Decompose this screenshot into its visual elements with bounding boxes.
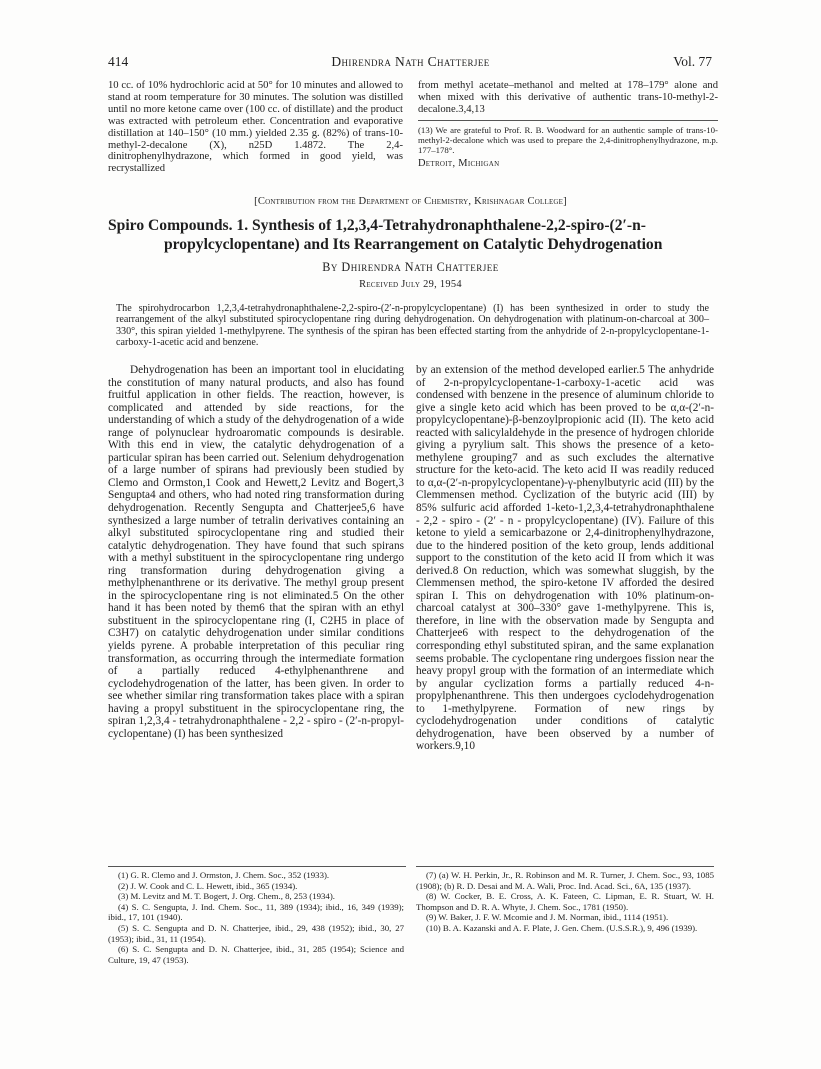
contribution-line: [Contribution from the Department of Chemistry, Krishnagar College]: [254, 196, 567, 207]
received-date: Received July 29, 1954: [359, 279, 462, 290]
abstract: The spirohydrocarbon 1,2,3,4-tetrahydronaphthalene-2,2-spiro-(2′-n-propylcyclopentane) (I) has been synthesized in order to study the rearrangement of the alkyl substituted spirocyclopentane ring during dehydrogenation. On dehydrogenation with platinum-on-charcoal at 300–330°, this spiran yielded 1-methylpyrene. The synthesis of the spiran has been effected starting from the anhydride of 2-n-propylcyclopentane-1-carboxy-1-acetic acid and benzene.: [116, 303, 709, 349]
article-title: [108, 217, 714, 254]
article-title-line-2: propylcyclopentane) and Its Rearrangement on Catalytic Dehydrogenation: [164, 235, 663, 253]
previous-article-right-column: [418, 80, 718, 170]
footnote: (5) S. C. Sengupta and D. N. Chatterjee, ibid., 29, 438 (1952); ibid., 30, 27 (1953); ibid., 31, 11 (1954).: [108, 922, 404, 944]
footnotes-right: [416, 866, 714, 934]
author-location: Detroit, Michigan: [418, 158, 500, 170]
body-column-right: [416, 364, 714, 753]
byline: By Dhirendra Nath Chatterjee: [322, 260, 499, 274]
footnote: (3) M. Levitz and M. T. Bogert, J. Org. Chem., 8, 253 (1934).: [118, 891, 335, 902]
body-column-left: [108, 364, 404, 740]
volume-label: Vol. 77: [673, 54, 712, 69]
running-author: Dhirendra Nath Chatterjee: [331, 54, 490, 69]
previous-article-text-right: from methyl acetate–methanol and melted at 178–179° alone and when mixed with this derivative of authentic trans-10-methyl-2-decalone.3,4,13: [418, 80, 718, 115]
footnote-rule: [108, 866, 406, 867]
body-paragraph-left: Dehydrogenation has been an important tool in elucidating the constitution of many natural products, and also has found fruitful application in other fields. The reaction, however, is complicated and attended by side reactions, for the understanding of which a study of the dehydrogenation of a wide range of polynuclear hydroaromatic compounds is desirable. With this end in view, the catalytic dehydrogenation of a particular spiran has been carried out. Selenium dehydrogenation of a large number of spirans had previously been studied by Clemo and Ormston,1 Cook and Hewett,2 Levitz and Bogert,3 Sengupta4 and others, who had noted ring transformation during dehydrogenation. Recently Sengupta and Chatterjee5,6 have synthesized a large number of tetralin derivatives containing an alkyl substituted spirocyclopentane ring and studied their catalytic dehydrogenation. They have found that such spirans with a methyl substituent in the spirocyclopentane ring undergo ring transformation during dehydrogenation giving a methylphenanthrene or its derivative. The methyl group present in the spirocyclopentane ring is not eliminated.5 On the other hand it has been noted by them6 that the spiran with an ethyl substituent in the spirocyclopentane ring (I, C2H5 in place of C3H7) on catalytic dehydrogenation under similar conditions yields pyrene. A probable interpretation of this peculiar ring transformation, as occurring through the intermediate formation of a partially reduced 4-ethylphenanthrene and cyclodehydrogenation of the latter, has been given. In order to see whether similar ring transformation takes place with a spiran having a propyl substituent in the spirocyclopentane ring, the spiran 1,2,3,4 - tetrahydronaphthalene - 2,2 - spiro - (2′-n-propyl-cyclopentane) (I) has been synthesized: [108, 364, 404, 740]
footnotes-left: [108, 866, 404, 965]
footnote-rule: [416, 866, 714, 867]
page-number: 414: [108, 54, 129, 69]
article-title-line-1: Spiro Compounds. 1. Synthesis of 1,2,3,4-Tetrahydronaphthalene-2,2-spiro-(2′-n-: [108, 217, 646, 234]
previous-article-text-left: 10 cc. of 10% hydrochloric acid at 50° for 10 minutes and allowed to stand at room temperature for 30 minutes. The solution was distilled until no more ketone came over (100 cc. of distillate) and the product was extracted with petroleum ether. Concentration and evaporative distillation at 140–150° (10 mm.) yielded 2.35 g. (82%) of trans-10-methyl-2-decalone (X), n25D 1.4872. The 2,4-dinitrophenylhydrazone, which formed in good yield, was recrystallized: [108, 80, 403, 175]
footnote: (10) B. A. Kazanski and A. F. Plate, J. Gen. Chem. (U.S.S.R.), 9, 496 (1939).: [426, 922, 698, 933]
footnote: (7) (a) W. H. Perkin, Jr., R. Robinson and M. R. Turner, J. Chem. Soc., 93, 1085 (1908); (b) R. D. Desai and M. A. Wali, Proc. Ind. Acad. Sci., 6A, 135 (1937).: [416, 870, 714, 891]
previous-article-footnote: (13) We are grateful to Prof. R. B. Woodward for an authentic sample of trans-10-methyl-2-decalone which was used to prepare the 2,4-dinitrophenylhydrazone, m.p. 177–178°.: [418, 124, 718, 156]
footnote: (4) S. C. Sengupta, J. Ind. Chem. Soc., 11, 389 (1934); ibid., 16, 349 (1939); ibid., 17, 101 (1940).: [108, 901, 404, 923]
footnote: (2) J. W. Cook and C. L. Hewett, ibid., 365 (1934).: [118, 880, 298, 891]
footnote: (1) G. R. Clemo and J. Ormston, J. Chem. Soc., 352 (1933).: [118, 870, 330, 880]
body-paragraph-right: by an extension of the method developed earlier.5 The anhydride of 2-n-propylcyclopentane-1-carboxy-1-acetic acid was condensed with benzene in the presence of aluminum chloride to give a single keto acid which has been proved to be α,α-(2′-n-propylcyclopentane)-β-benzoylpropionic acid (II). The keto acid reacted with salicylaldehyde in the presence of hydrogen chloride giving a pyrylium salt. This shows the presence of a keto-methylene grouping7 and as such excludes the alternative structure for the keto-acid. The keto acid II was readily reduced to α,α-(2′-n-propylcyclopentane)-γ-phenylbutyric acid (III) by the Clemmensen method. Cyclization of the butyric acid (III) by 85% sulfuric acid afforded 1-keto-1,2,3,4-tetrahydronaphthalene - 2,2 - spiro - (2′ - n - propylcyclopentane) (IV). Failure of this ketone to yield a semicarbazone or 2,4-dinitrophenylhydrazone, due to the hindered position of the keto group, lends additional support to the constitution of the keto acid II from which it was derived.8 On reduction, which was somewhat sluggish, by the Clemmensen method, the spiro-ketone IV afforded the desired spiran I. This on dehydrogenation with 10% platinum-on-charcoal catalyst at 300–330° gave 1-methylpyrene. This is, therefore, in line with the observation made by Sengupta and Chatterjee6 with respect to the dehydrogenation of the corresponding ethyl substituted spiran, and the same explanation seems probable. The cyclopentane ring undergoes fission near the heavy propyl group with the formation of an intermediate which by angular cyclization forms a partially reduced 4-n-propylphenanthrene. This then undergoes cyclodehydrogenation to 1-methylpyrene. Formation of new rings by cyclodehydrogenation under conditions of catalytic dehydrogenation, have been observed by a number of workers.9,10: [416, 364, 714, 753]
footnote: (9) W. Baker, J. F. W. Mcomie and J. M. Norman, ibid., 1114 (1951).: [426, 912, 669, 923]
footnote: (6) S. C. Sengupta and D. N. Chatterjee, ibid., 31, 285 (1954); Science and Culture, 19, 47 (1953).: [108, 944, 404, 965]
footnote: (8) W. Cocker, B. E. Cross, A. K. Fateen, C. Lipman, E. R. Stuart, W. H. Thompson and D. R. A. Whyte, J. Chem. Soc., 1781 (1950).: [416, 891, 714, 912]
footnote-rule: [418, 120, 718, 121]
